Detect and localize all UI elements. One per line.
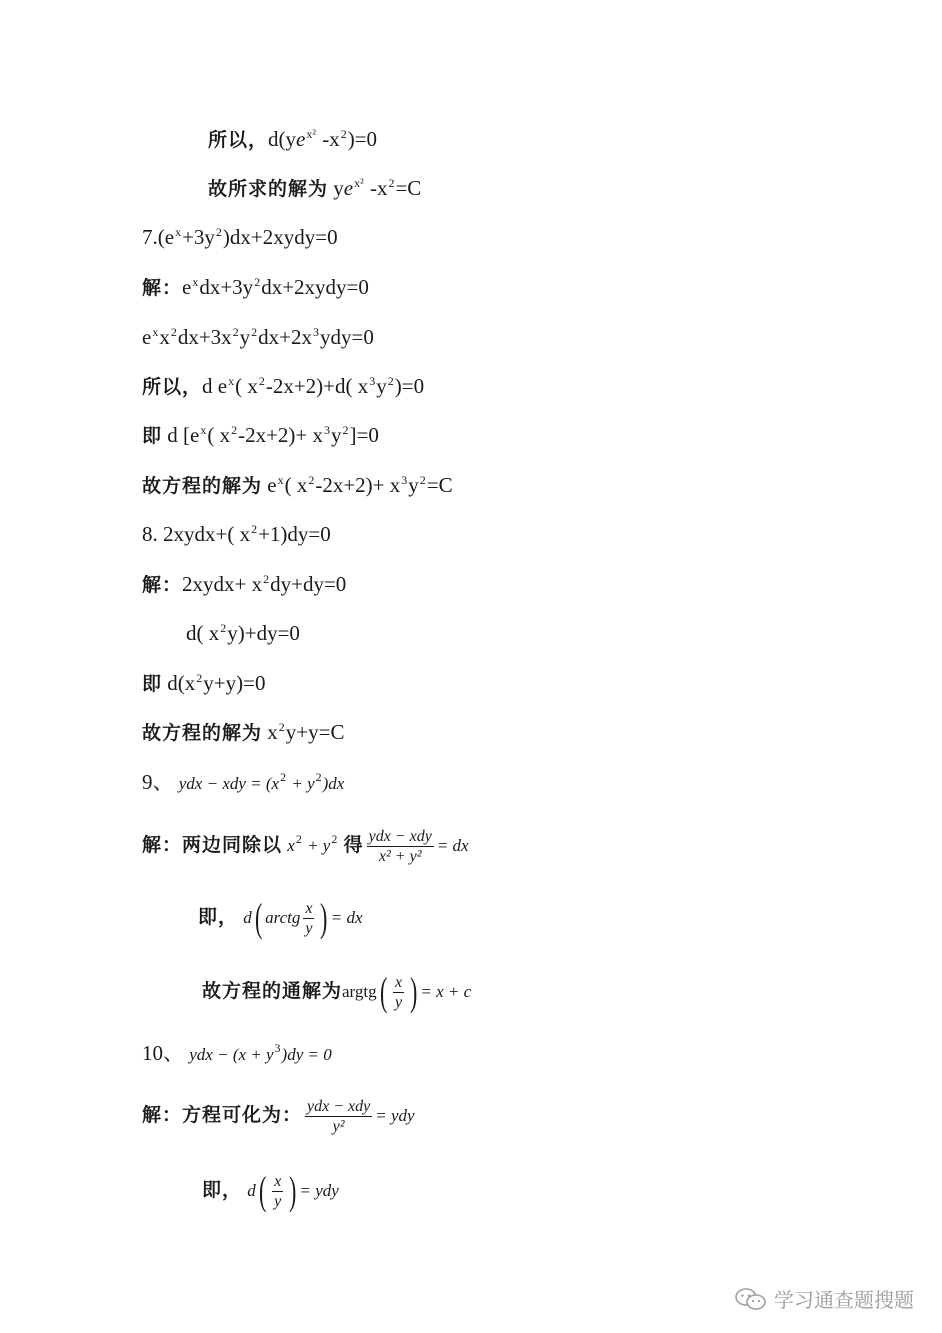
fraction: $\frac{x}{y}$ bbox=[305, 899, 313, 937]
fraction: $\frac{\text{ydx − xdy}}{\text{x² + y²}}$ bbox=[368, 827, 432, 865]
problem-8: 8. 2xydx+( $x^2+1)dy=0$ bbox=[142, 522, 331, 546]
line-6: 所以，d $e^x$( $x^2-2x+2)+d$( $x^3y^2)=0$ bbox=[142, 374, 425, 398]
line-8: 故方程的解为 $e^x$( $x^2-2x+2)+ x^3y^2=C$ bbox=[142, 473, 453, 497]
line-17: 故方程的通解为argtg( $\frac{x}{y}$ ) = x + c bbox=[202, 969, 472, 1015]
line-11: d( $x^2y)+dy=0$ bbox=[186, 621, 300, 645]
line-7: 即 d [$e^x$( $x^2-2x+2)+ x^3y^2]=0$ bbox=[142, 423, 379, 447]
line-15: 解：两边同除以 $x^2 + y^2$ 得 $\frac{\text{ydx − xdy}}{\text{x² + y²}}$ = dx bbox=[142, 827, 469, 865]
fraction: $\frac{x}{y}$ bbox=[274, 1172, 282, 1210]
problem-10: 10、 ydx − $(x + y^3)dy = 0$ bbox=[142, 1041, 332, 1065]
line-5: $e^xx^2dx+3x^2y^2dx+2x^3ydy=0$ bbox=[142, 325, 374, 349]
line-19: 解：方程可化为： $\frac{\text{ydx − xdy}}{\text{y²}}$ = ydy bbox=[142, 1097, 415, 1135]
line-20: 即， d( $\frac{x}{y}$ ) = ydy bbox=[202, 1168, 339, 1214]
line-13: 故方程的解为 $x^2y+y=C$ bbox=[142, 720, 345, 744]
problem-7: $7.(e^x+3y^2)dx+2xydy=0$ bbox=[142, 225, 338, 249]
watermark-label: 学习通查题搜题 bbox=[774, 1288, 914, 1312]
line-4: 解：$e^xdx+3y^2dx+2xydy=0$ bbox=[142, 275, 369, 299]
line-10: 解：2xydx+ $x^2dy+dy=0$ bbox=[142, 572, 347, 596]
problem-9: 9、 ydx − xdy = $(x^2 + y^2)dx$ bbox=[142, 770, 345, 794]
line-1: 所以，$d(ye^{x^2}$ $-x^2)=0$ bbox=[208, 127, 378, 151]
fraction: $\frac{\text{ydx − xdy}}{\text{y²}}$ bbox=[307, 1097, 371, 1135]
line-16: 即， d( arctg $\frac{x}{y}$ ) = dx bbox=[198, 895, 363, 941]
watermark bbox=[734, 1284, 914, 1313]
fraction: $\frac{x}{y}$ bbox=[394, 973, 403, 1011]
wechat-icon bbox=[734, 1287, 768, 1311]
line-2: 故所求的解为 $ye^{x^2}$ $-x^2=C$ bbox=[208, 176, 422, 200]
line-12: 即 $d(x^2y+y)=0$ bbox=[142, 671, 266, 695]
